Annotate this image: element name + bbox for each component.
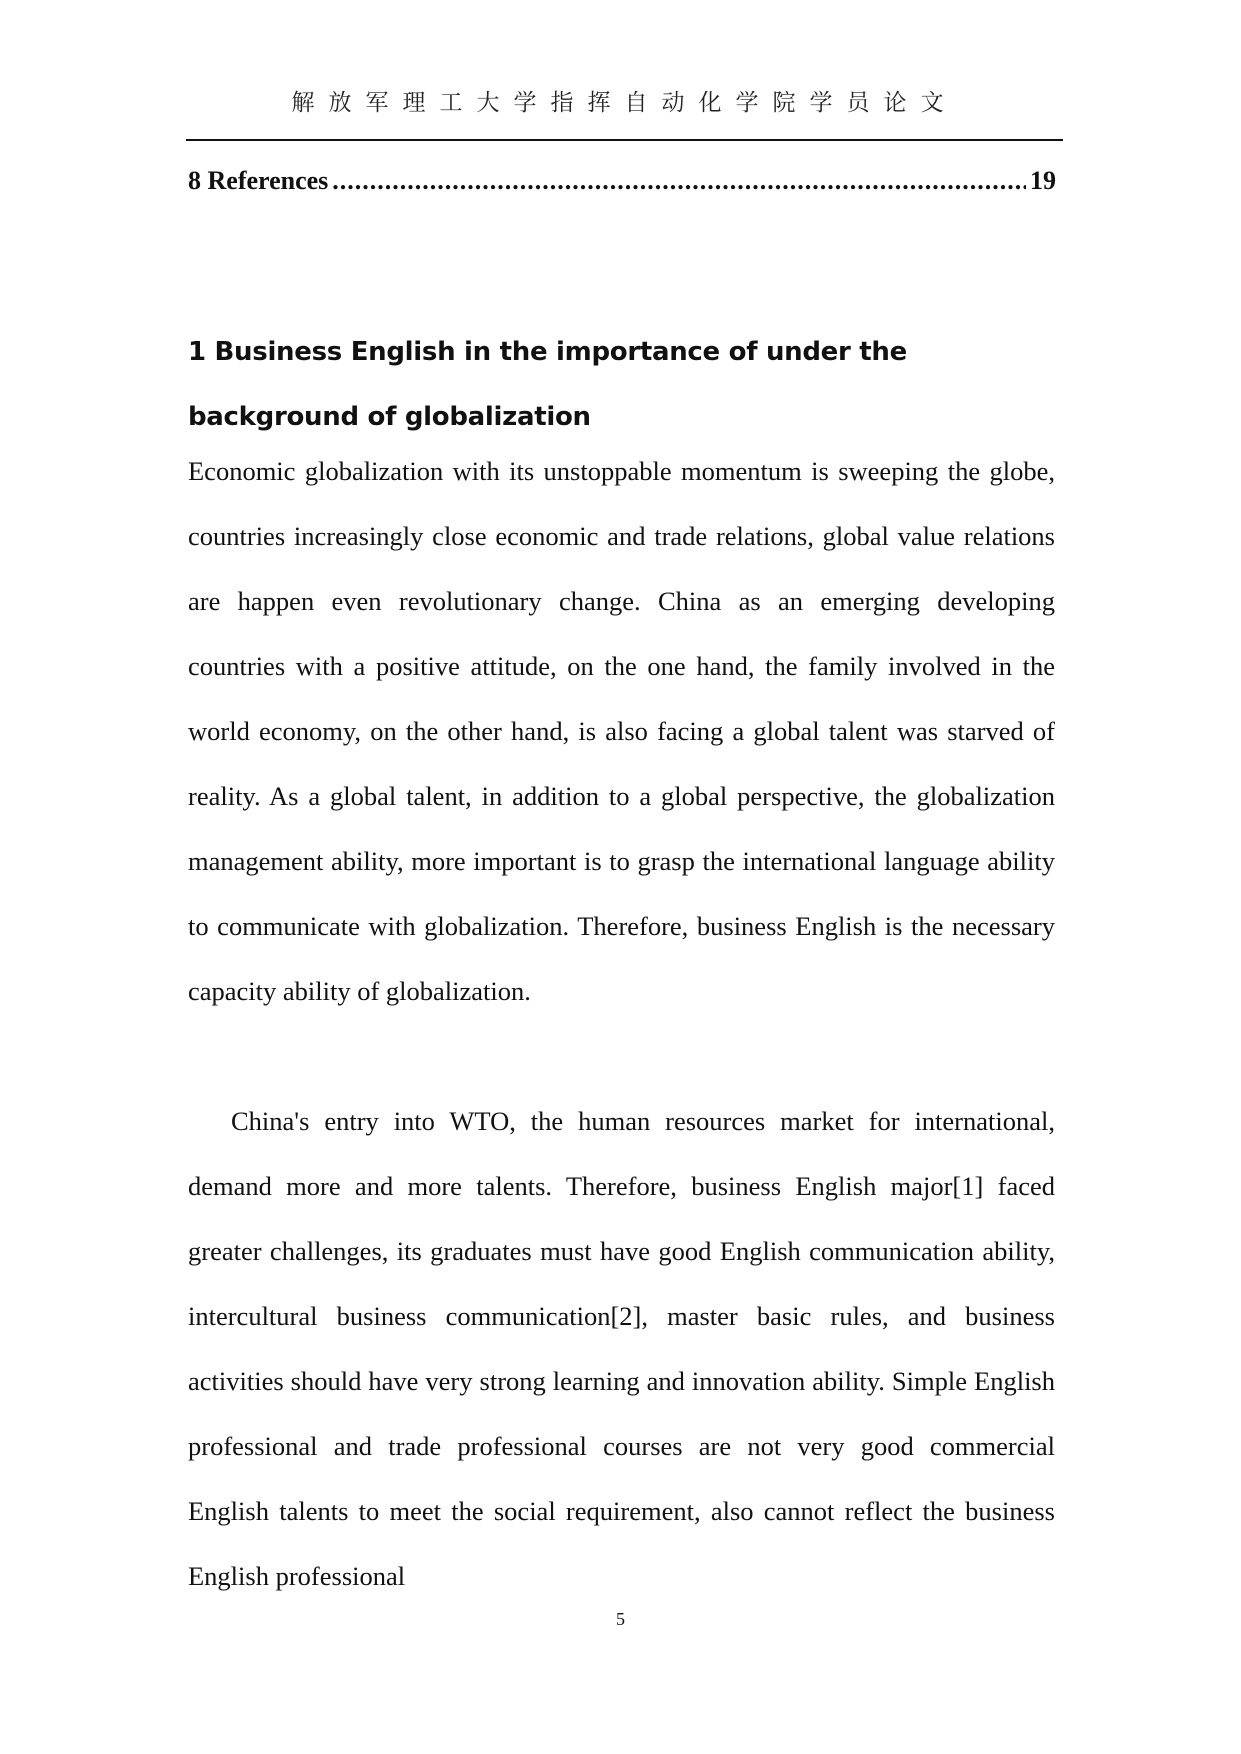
toc-entry-references[interactable] <box>188 166 1056 196</box>
header-rule <box>186 139 1063 141</box>
page-number: 5 <box>616 1609 625 1629</box>
toc-dot-leader <box>332 166 1026 196</box>
toc-entry-label: 8 References <box>188 166 329 195</box>
running-header: 解放军理工大学指挥自动化学院学员论文 <box>291 90 958 116</box>
toc-entry-page: 19 <box>1030 166 1056 195</box>
body-paragraph-1: Economic globalization with its unstoppable momentum is sweeping the globe, countries increasingly close economic and trade relations, global value relations are happen even revolutionary change. China as an emerging developing countries with a positive attitude, on the one hand, the family involved in the world economy, on the other hand, is also facing a global talent was starved of reality. As a global talent, in addition to a global perspective, the globalization management ability, more important is to grasp the international language ability to communicate with globalization. Therefore, business English is the necessary capacity ability of globalization. <box>188 456 1055 1006</box>
body-paragraph-2: China's entry into WTO, the human resources market for international, demand more and more talents. Therefore, business English major[1] faced greater challenges, its graduates must have good English communication ability, intercultural business communication[2], master basic rules, and business activities should have very strong learning and innovation ability. Simple English professional and trade professional courses are not very good commercial English talents to meet the social requirement, also cannot reflect the business English professional <box>188 1106 1055 1591</box>
section-heading: 1 Business English in the importance of under the background of globalization <box>188 337 907 432</box>
